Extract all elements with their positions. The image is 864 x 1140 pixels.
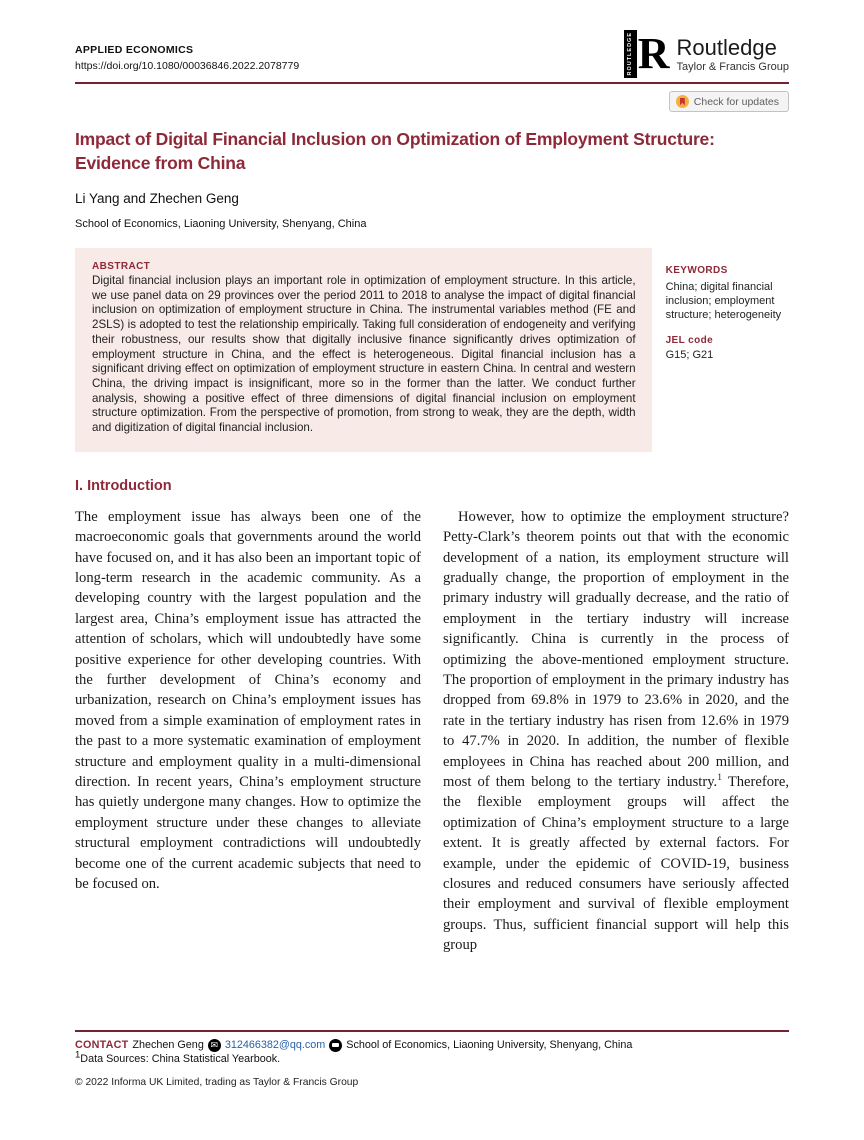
routledge-vertical-bar	[624, 30, 637, 78]
abstract-section	[75, 248, 789, 452]
contact-affiliation: School of Economics, Liaoning University, Shenyang, China	[346, 1039, 633, 1051]
right-column-paragraph	[443, 507, 789, 956]
routledge-r-icon: R	[637, 29, 670, 78]
check-for-updates-label: Check for updates	[693, 95, 779, 108]
article-body	[75, 478, 789, 956]
copyright-notice: © 2022 Informa UK Limited, trading as Taylor & Francis Group	[75, 1076, 359, 1088]
article-title-line1: Impact of Digital Financial Inclusion on Optimization of Employment Structure:	[75, 129, 715, 149]
footnote-text: Data Sources: China Statistical Yearbook.	[80, 1052, 281, 1065]
email-icon: ✉	[208, 1039, 221, 1052]
article-title-line2: Evidence from China	[75, 153, 246, 173]
doi-link[interactable]: https://doi.org/10.1080/00036846.2022.2078779	[75, 60, 300, 72]
jel-code-label: JEL code	[665, 334, 714, 346]
email-link[interactable]: 312466382@qq.com	[224, 1039, 326, 1051]
right-paragraph-text: However, how to optimize the employment structure? Petty-Clark’s theorem points out that with the economic development of a nation, its employment structure will gradually change, the proportion of employment in the primary industry will gradually decrease, and the ratio of employment in the tertiary industry will increase significantly. China is currently in the process of optimizing the above-mentioned employment structure. The proportion of employment in the primary industry has dropped from 69.8% in 1979 to 23.6% in 2020, and the rate in the tertiary industry has risen from 12.6% in 1979 to 47.7% in 2020. In addition, the number of flexible employees in China has reached about 200 million, and most of them belong to the tertiary industry.	[443, 508, 789, 791]
page-header	[75, 30, 789, 78]
keywords-label: KEYWORDS	[665, 265, 728, 276]
left-column	[75, 507, 421, 956]
abstract-label: ABSTRACT	[92, 261, 151, 272]
journal-name: APPLIED ECONOMICS	[75, 44, 194, 56]
article-title	[75, 127, 789, 175]
building-icon	[329, 1039, 342, 1052]
introduction-heading: I. Introduction	[75, 477, 172, 494]
contact-line	[75, 1039, 789, 1052]
footer-divider-rule	[75, 1030, 789, 1032]
footnote	[75, 1048, 789, 1065]
jel-code-text: G15; G21	[665, 348, 714, 361]
keywords-text: China; digital financial inclusion; employment structure; heterogeneity	[665, 281, 782, 322]
journal-info	[75, 44, 299, 78]
contact-name: Zhechen Geng	[132, 1039, 204, 1051]
header-divider-rule	[75, 82, 789, 84]
footnote-mark: 1	[75, 1048, 81, 1060]
contact-label: CONTACT	[75, 1039, 129, 1051]
left-column-paragraph: The employment issue has always been one of the macroeconomic goals that governments around the world have focused on, and it has also been an important topic of long-term research in the academic community. As a developing country with the largest population and the largest area, China’s employment issue has attracted the attention of scholars, which will undoubtedly have some positive experience for other developing countries. With the further development of China’s economy and urbanization, research on China’s employment issues has moved from a simple examination of employment rates in the past to a more systematic examination of employment structure and employment quality in a multi-dimensional direction. In recent years, China’s employment structure has quietly undergone many changes. How to optimize the employment structure under these changes to alleviate structural employment contradictions will undoubtedly become one of the current academic subjects that need to be focused on.	[75, 508, 421, 893]
publisher-wordmark-block	[677, 36, 789, 73]
crossmark-icon	[676, 95, 689, 108]
authors: Li Yang and Zhechen Geng	[75, 191, 239, 206]
check-for-updates-button[interactable]	[669, 91, 789, 112]
page-footer	[75, 1030, 789, 1088]
taylor-francis-group-label: Taylor & Francis Group	[676, 60, 789, 73]
keywords-column	[666, 248, 789, 362]
affiliation: School of Economics, Liaoning University, Shenyang, China	[75, 218, 367, 230]
footnote-reference: 1	[717, 773, 722, 784]
abstract-text: Digital financial inclusion plays an important role in optimization of employment structure. In this article, we use panel data on 29 provinces over the period 2011 to 2018 to analyse the impact of digital financial inclusion on optimization of employment structure in China. The instrumental variables method (FE and 2SLS) is adopted to test the relationship empirically. Taking full consideration of endogeneity and verifying their robustness, our results show that digitally inclusive finance significantly drives optimization of employment structure in China, and the effect is heterogeneous. Digital financial inclusion has a significant driving effect on optimization of employment structure in eastern China. In central and western China, the driving impact is insignificant, more so in the former than the latter. We conduct further analysis, showing a positive effect of three dimensions of digital financial inclusion on employment structure optimization. From the perspective of promotion, from strong to weak, they are the depth, width and digitization of digital financial inclusion.	[92, 274, 636, 435]
badge-row	[75, 91, 789, 112]
routledge-wordmark: Routledge	[676, 34, 777, 60]
right-column	[443, 507, 789, 956]
abstract-box	[75, 248, 652, 452]
right-paragraph-text-continued: Therefore, the flexible employment groups will affect the optimization of China’s employment structure to a large extent. It is greatly affected by external factors. For example, under the epidemic of COVID-19, business closures and reduced consumers have seriously affected their employment and survival of flexible employment groups. Thus, sufficient financial support will help this group	[443, 774, 789, 954]
routledge-logo	[624, 30, 789, 78]
two-column-text	[75, 507, 789, 956]
routledge-vertical-text: ROUTLEDGE	[627, 32, 634, 76]
